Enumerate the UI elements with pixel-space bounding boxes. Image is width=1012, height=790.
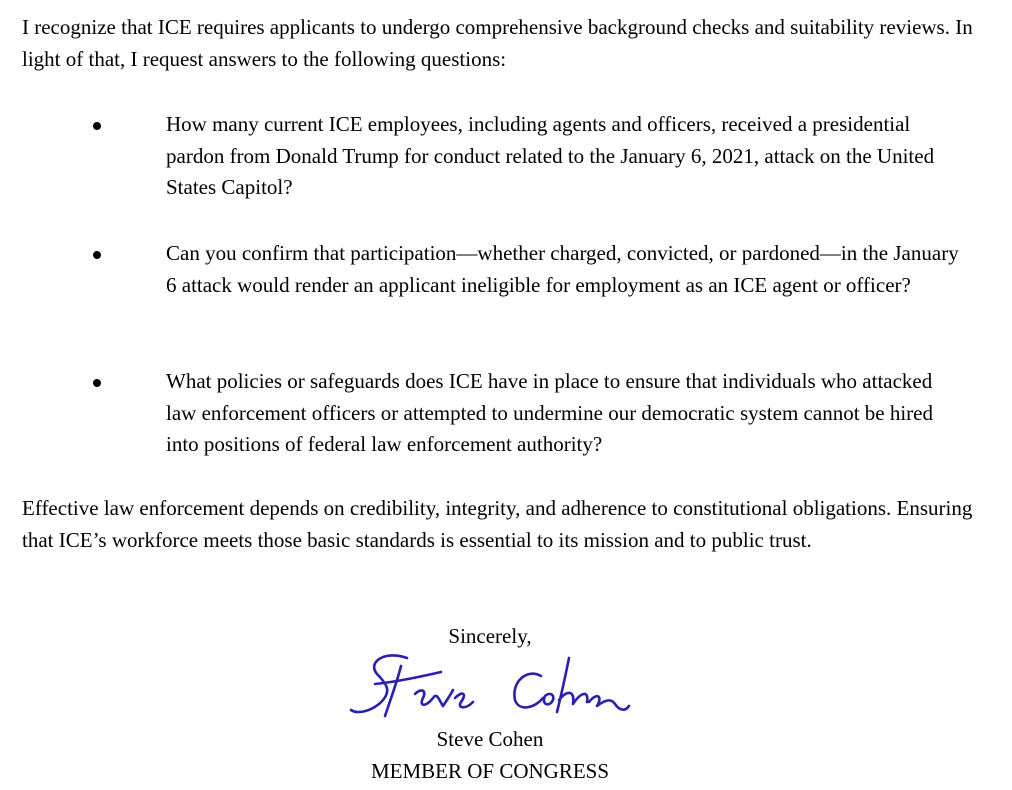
intro-paragraph: I recognize that ICE requires applicants to undergo comprehensive background checks and suitability reviews. In light of that, I request answers to the following questions:	[22, 15, 973, 71]
signer-title: MEMBER OF CONGRESS	[370, 759, 610, 783]
signer-name: Steve Cohen	[436, 727, 544, 751]
question-text: How many current ICE employees, including agents and officers, received a presidential pardon from Donald Trump for conduct related to the January 6, 2021, attack on the United States Capitol?	[166, 112, 935, 199]
closing-paragraph: Effective law enforcement depends on credibility, integrity, and adherence to constitutional obligations. Ensuring that ICE’s workforce meets those basic standards is essential to its mission and to public trust.	[22, 496, 973, 552]
bullet-icon	[93, 251, 101, 259]
bullet-icon	[93, 122, 101, 130]
salutation: Sincerely,	[448, 624, 532, 648]
question-text: Can you confirm that participation—whether charged, convicted, or pardoned—in the January 6 attack would render an applicant ineligible for employment as an ICE agent or officer?	[166, 241, 959, 297]
bullet-icon	[93, 379, 101, 387]
question-text: What policies or safeguards does ICE have in place to ensure that individuals who attacked law enforcement officers or attempted to undermine our democratic system cannot be hired into positions of federal law enforcement authority?	[166, 369, 933, 456]
handwritten-signature	[345, 648, 640, 728]
